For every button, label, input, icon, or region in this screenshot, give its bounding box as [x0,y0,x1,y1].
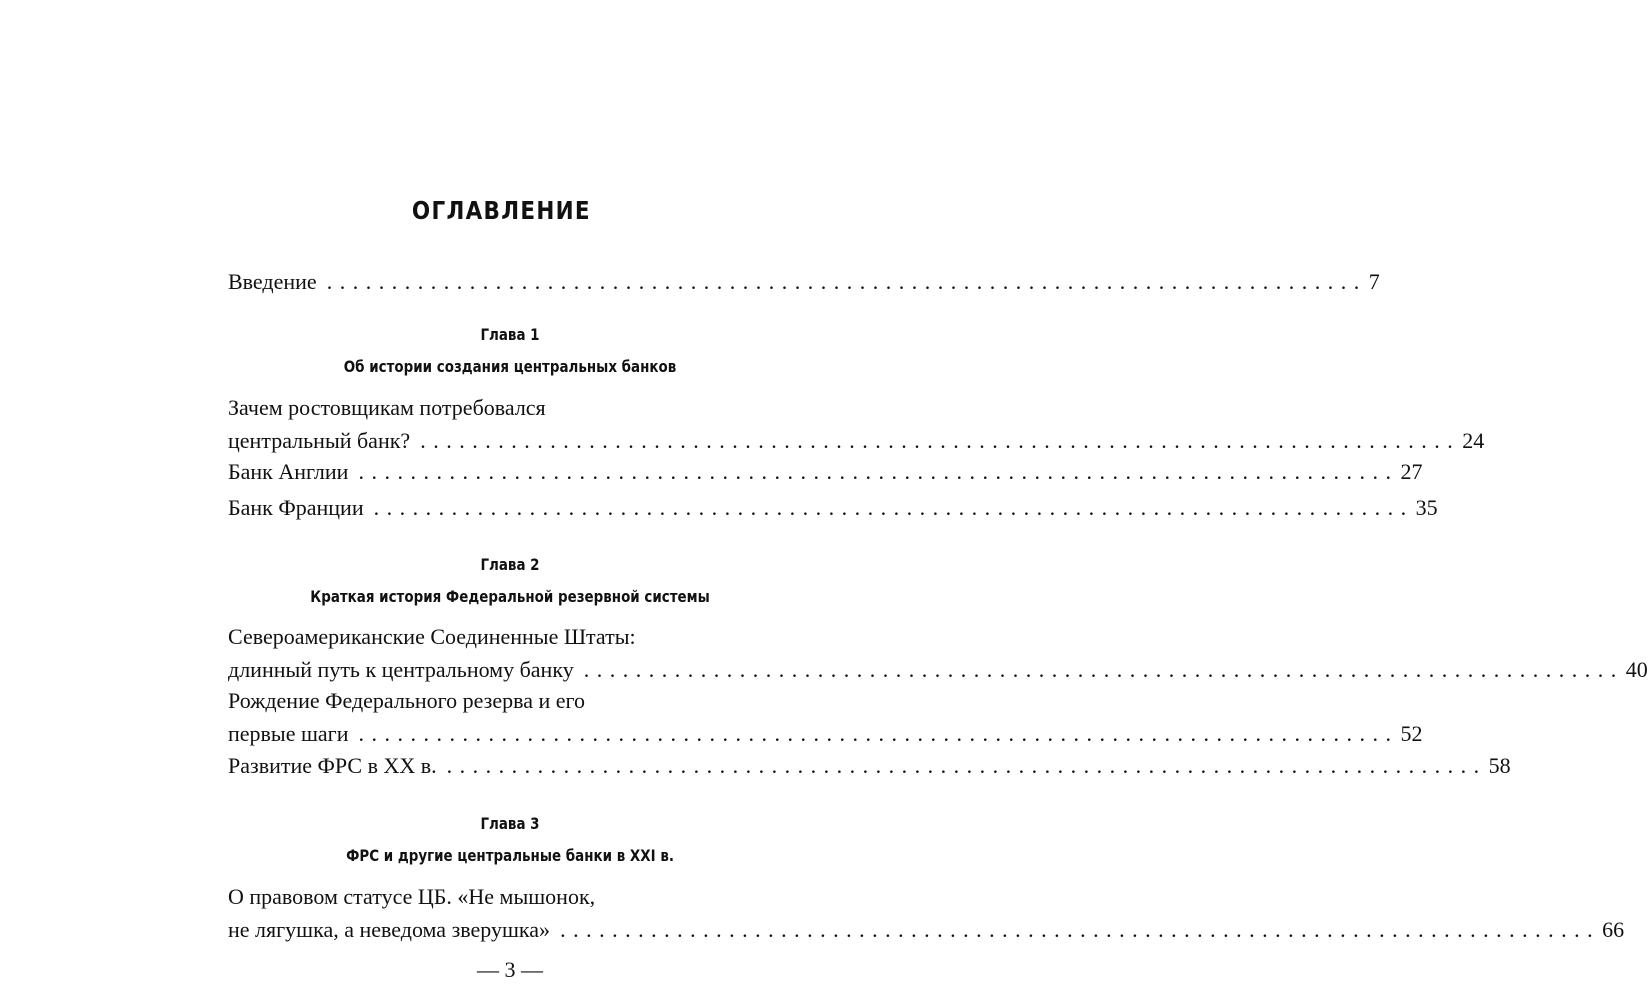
dot-leader: ................................................................................ [358,459,1399,484]
toc-entry-birth-of-fed[interactable] [228,684,1423,750]
chapter-label: Глава 3 [480,814,540,833]
toc-entry-row [228,455,1423,488]
chapter-title: Краткая история Федеральной резервной системы [310,587,710,606]
toc-entry-row [228,717,1423,750]
toc-entry-title-line: Зачем ростовщикам потребовался [228,395,546,420]
toc-entry-row [228,749,1511,782]
toc-entry-central-bank[interactable] [228,391,1485,457]
chapter-3-heading [0,813,1020,867]
toc-entry-fed-20th-century[interactable] [228,749,1511,782]
toc-entry-row [228,653,1648,686]
chapter-label: Глава 2 [480,555,540,574]
toc-entry-bank-of-england[interactable] [228,455,1423,488]
toc-entry-title: Введение [228,269,317,294]
dot-leader: ................................................................................ [358,721,1399,746]
toc-entry-page: 24 [1462,428,1485,453]
toc-entry-title: Развитие ФРС в XX в. [228,753,437,778]
toc-entry-title-line: Рождение Федерального резерва и его [228,688,586,713]
toc-entry-legal-status[interactable] [228,880,1625,946]
toc-entry-page: 7 [1368,269,1380,294]
toc-entry-row [228,265,1380,298]
toc-entry-title: Банк Франции [228,495,364,520]
toc-entry-row [228,913,1625,946]
toc-entry-introduction[interactable] [228,265,1380,298]
toc-entry-title: Банк Англии [228,459,349,484]
toc-entry-page: 27 [1400,459,1423,484]
dot-leader: ................................................................................ [326,269,1367,294]
toc-entry-page: 35 [1415,495,1438,520]
chapter-2-heading [0,554,1020,608]
toc-entry-title-line: Североамериканские Соединенные Штаты: [228,624,636,649]
dot-leader: ................................................................................ [560,917,1601,942]
toc-entry-page: 58 [1488,753,1511,778]
page-number: — 3 — [477,957,543,982]
page-title: ОГЛАВЛЕНИЕ [411,196,591,225]
toc-entry-title-line: не лягушка, а неведома зверушка» [228,917,551,942]
dot-leader: ................................................................................ [420,428,1461,453]
toc-entry-title-line: центральный банк? [228,428,411,453]
dot-leader: ................................................................................ [373,495,1414,520]
chapter-1-heading [0,324,1020,378]
dot-leader: ................................................................................ [446,753,1487,778]
toc-entry-title-line: длинный путь к центральному банку [228,657,574,682]
dot-leader: ................................................................................ [583,657,1624,682]
toc-entry-title-line: О правовом статусе ЦБ. «Не мышонок, [228,884,596,909]
toc-entry-north-american-states[interactable] [228,620,1648,686]
toc-entry-page: 40 [1625,657,1648,682]
toc-entry-row [228,491,1438,524]
chapter-label: Глава 1 [480,325,540,344]
toc-entry-page: 66 [1602,917,1625,942]
toc-entry-page: 52 [1400,721,1423,746]
toc-entry-title-line: первые шаги [228,721,349,746]
toc-entry-bank-of-france[interactable] [228,491,1438,524]
chapter-title: Об истории создания центральных банков [343,357,677,376]
chapter-title: ФРС и другие центральные банки в XXI в. [346,846,674,865]
toc-entry-row [228,424,1485,457]
